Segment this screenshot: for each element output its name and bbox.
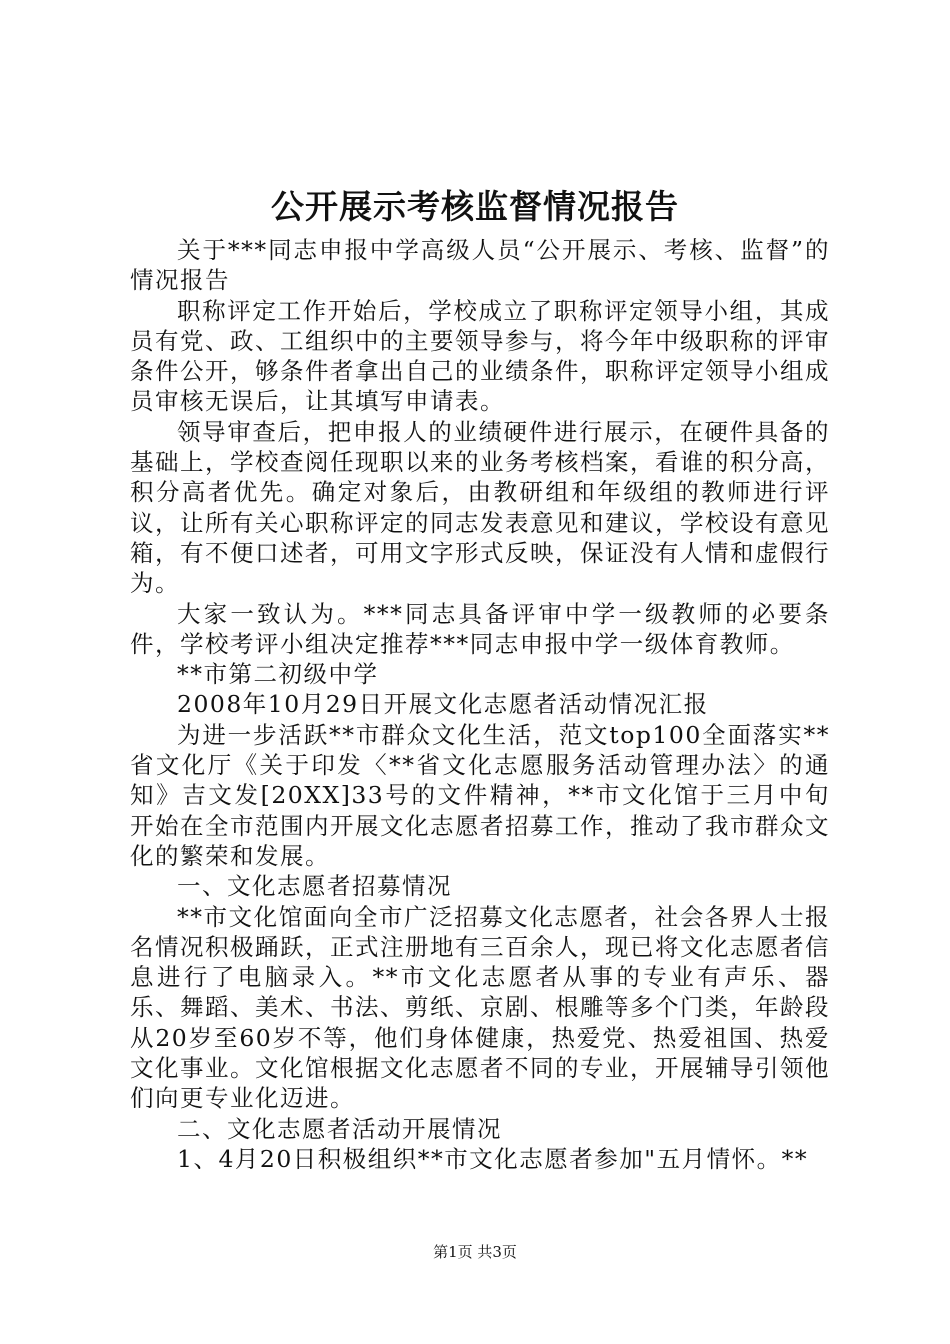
document-body [130, 235, 830, 1174]
paragraph-school-name: **市第二初级中学 [177, 660, 379, 689]
document-title: 公开展示考核监督情况报告 [271, 187, 679, 226]
page-footer: 第1页 共3页 [433, 1243, 517, 1261]
paragraph-conclusion: 大家一致认为。***同志具备评审中学一级教师的必要条件，学校考评小组决定推荐***同志申报中学一级体育教师。 [130, 599, 830, 658]
paragraph-date-heading: 2008年10月29日开展文化志愿者活动情况汇报 [177, 690, 709, 719]
section-heading-activities: 二、文化志愿者活动开展情况 [177, 1114, 502, 1143]
paragraph-report-heading: 关于***同志申报中学高级人员“公开展示、考核、监督”的情况报告 [130, 236, 830, 295]
paragraph-committee: 职称评定工作开始后，学校成立了职称评定领导小组，其成员有党、政、工组织中的主要领导参与，将今年中级职称的评审条件公开，够条件者拿出自己的业绩条件，职称评定领导小组成员审核无误后，让其填写申请表。 [130, 296, 830, 416]
paragraph-introduction: 为进一步活跃**市群众文化生活，范文top100全面落实**省文化厅《关于印发〈**省文化志愿服务活动管理办法〉的通知》吉文发[20XX]33号的文件精神，**市文化馆于三月中旬开始在全市范围内开展文化志愿者招募工作，推动了我市群众文化的繁荣和发展。 [130, 720, 830, 870]
paragraph-activity-1: 1、4月20日积极组织**市文化志愿者参加"五月情怀。** [177, 1144, 809, 1173]
section-heading-recruitment: 一、文化志愿者招募情况 [177, 872, 452, 901]
paragraph-review: 领导审查后，把申报人的业绩硬件进行展示，在硬件具备的基础上，学校查阅任现职以来的业务考核档案，看谁的积分高，积分高者优先。确定对象后，由教研组和年级组的教师进行评议，让所有关心职称评定的同志发表意见和建议，学校设有意见箱，有不便口述者，可用文字形式反映，保证没有人情和虚假行为。 [130, 417, 830, 598]
paragraph-recruitment: **市文化馆面向全市广泛招募文化志愿者，社会各界人士报名情况积极踊跃，正式注册地有三百余人，现已将文化志愿者信息进行了电脑录入。**市文化志愿者从事的专业有声乐、器乐、舞蹈、美术、书法、剪纸、京剧、根雕等多个门类，年龄段从20岁至60岁不等，他们身体健康，热爱党、热爱祖国、热爱文化事业。文化馆根据文化志愿者不同的专业，开展辅导引领他们向更专业化迈进。 [130, 902, 830, 1113]
